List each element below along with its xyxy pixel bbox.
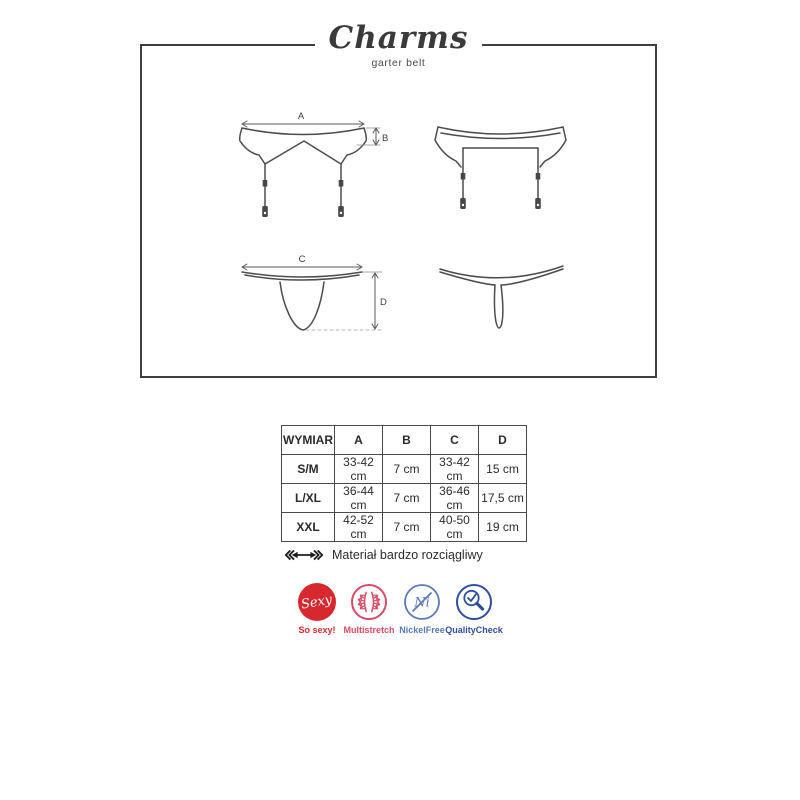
badge-so-sexy xyxy=(289,583,345,635)
garter-belt-front-drawing xyxy=(233,107,393,222)
table-row xyxy=(282,455,527,484)
col-header-d: D xyxy=(479,426,527,455)
strap-adjuster xyxy=(536,173,541,180)
value-cell: 40-50 cm xyxy=(431,513,479,542)
stretch-note xyxy=(284,547,483,563)
stretch-note-text: Materiał bardzo rozciągliwy xyxy=(332,548,483,562)
dim-d-label: D xyxy=(380,297,387,308)
badge-nickel-free xyxy=(394,583,450,635)
nickel-free-icon xyxy=(403,583,441,621)
garter-belt-back-drawing xyxy=(430,110,571,215)
multistretch-icon xyxy=(350,583,388,621)
quality-check-icon xyxy=(455,583,493,621)
dim-a-label: A xyxy=(297,111,305,122)
size-table xyxy=(281,425,527,542)
badge-label: So sexy! xyxy=(298,625,336,635)
garter-clip xyxy=(338,206,344,217)
sexy-icon-text: Sexy xyxy=(300,591,334,613)
dim-b-label: B xyxy=(382,133,389,144)
brand-subtitle: garter belt xyxy=(371,57,426,69)
strap-adjuster xyxy=(263,180,268,187)
col-header-a: A xyxy=(335,426,383,455)
value-cell: 33-42 cm xyxy=(431,455,479,484)
badge-label: QualityCheck xyxy=(445,625,503,635)
dim-c-label: C xyxy=(298,254,306,265)
stretch-arrows-icon xyxy=(284,547,324,563)
value-cell: 19 cm xyxy=(479,513,527,542)
col-header-b: B xyxy=(383,426,431,455)
badge-multistretch xyxy=(341,583,397,635)
garter-clip xyxy=(535,198,541,209)
value-cell: 7 cm xyxy=(383,455,431,484)
sexy-circle-icon xyxy=(298,583,336,621)
garter-clip xyxy=(262,206,268,217)
table-header-row xyxy=(282,426,527,455)
strap-adjuster xyxy=(461,173,466,180)
value-cell: 36-44 cm xyxy=(335,484,383,513)
value-cell: 33-42 cm xyxy=(335,455,383,484)
brand-title: Charms xyxy=(328,20,469,56)
table-row xyxy=(282,513,527,542)
garter-clip xyxy=(460,198,466,209)
thong-front-drawing xyxy=(228,250,388,342)
brand-patch xyxy=(315,20,483,71)
diagram-frame xyxy=(140,44,657,378)
nickel-icon-text: Ni xyxy=(414,595,430,611)
value-cell: 42-52 cm xyxy=(335,513,383,542)
size-cell: S/M xyxy=(282,455,335,484)
value-cell: 17,5 cm xyxy=(479,484,527,513)
badge-label: Multistretch xyxy=(343,625,395,635)
value-cell: 7 cm xyxy=(383,484,431,513)
strap-adjuster xyxy=(339,180,344,187)
value-cell: 7 cm xyxy=(383,513,431,542)
value-cell: 15 cm xyxy=(479,455,527,484)
value-cell: 36-46 cm xyxy=(431,484,479,513)
badge-quality-check xyxy=(446,583,502,635)
badge-label: NickelFree xyxy=(399,625,445,635)
size-cell: L/XL xyxy=(282,484,335,513)
table-row xyxy=(282,484,527,513)
col-header-c: C xyxy=(431,426,479,455)
thong-back-drawing xyxy=(435,256,570,336)
col-header-wymiar: WYMIAR xyxy=(282,426,335,455)
brand-header xyxy=(140,20,657,71)
size-cell: XXL xyxy=(282,513,335,542)
